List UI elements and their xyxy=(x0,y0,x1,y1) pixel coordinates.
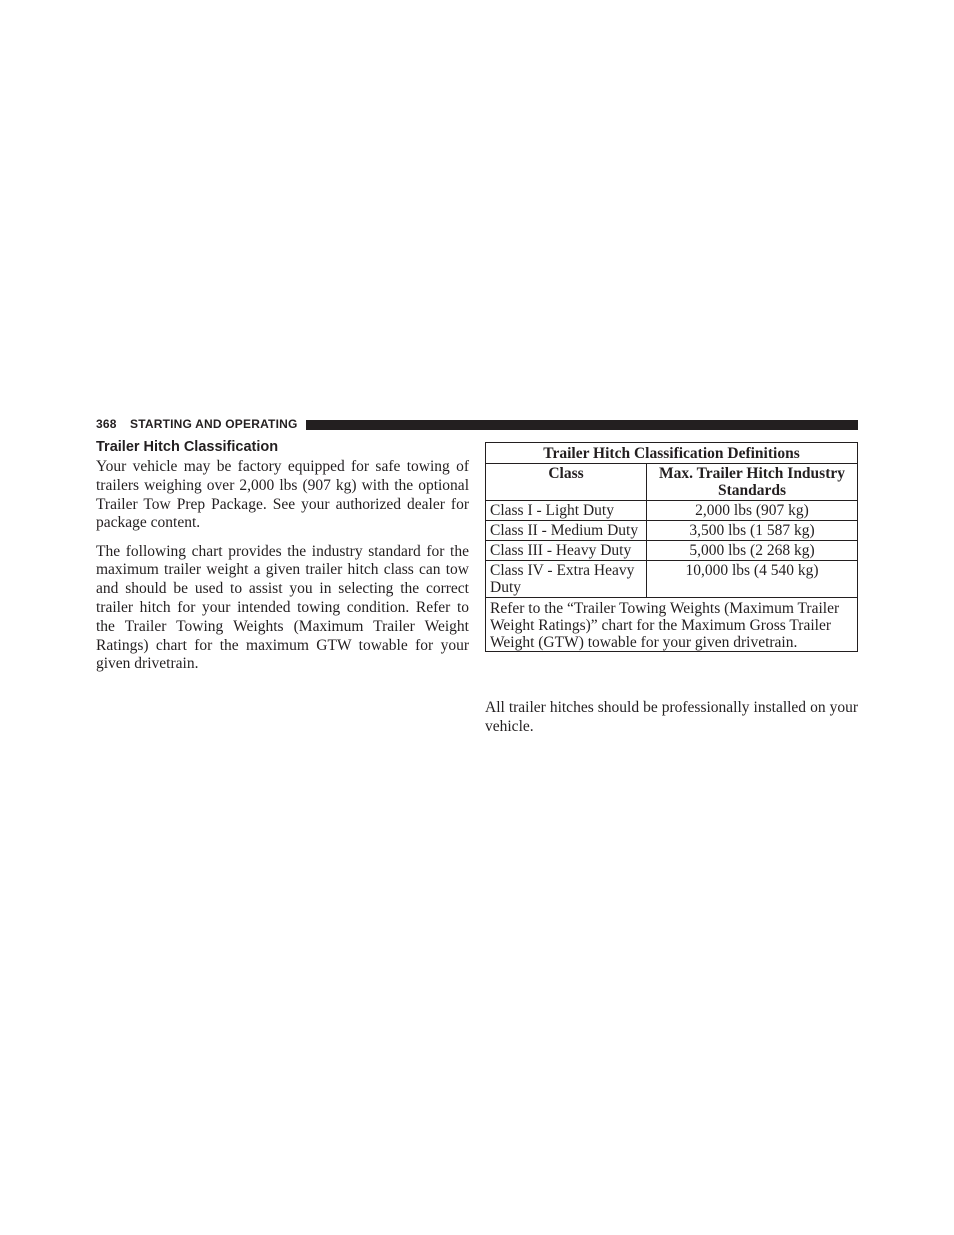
class-cell: Class I - Light Duty xyxy=(486,501,647,521)
left-column xyxy=(96,458,469,684)
class-cell: Class II - Medium Duty xyxy=(486,521,647,541)
table-row xyxy=(486,561,858,598)
column-header-class: Class xyxy=(486,464,647,501)
section-heading: Trailer Hitch Classification xyxy=(96,439,279,455)
table-header-row xyxy=(486,464,858,501)
hitch-classification-table xyxy=(485,442,858,652)
class-cell: Class IV - Extra Heavy Duty xyxy=(486,561,647,598)
table-row xyxy=(486,521,858,541)
installation-note: All trailer hitches should be professionally installed on your vehicle. xyxy=(485,699,858,735)
table-caption-row xyxy=(486,443,858,464)
chart-explanation-paragraph: The following chart provides the industry standard for the maximum trailer weight a given trailer hitch class can tow and should be used to assist you in selecting the correct trailer hitch for your intended towing condition. Refer to the Trailer Towing Weights (Maximum Trailer Weight Ratings) chart for the maximum GTW towable for your given drivetrain. xyxy=(96,542,469,673)
table-note: Refer to the “Trailer Towing Weights (Maximum Trailer Weight Ratings)” chart for the Maximum Gross Trailer Weight (GTW) towable for your given drivetrain. xyxy=(486,598,858,652)
weight-cell: 3,500 lbs (1 587 kg) xyxy=(647,521,858,541)
page-number: 368 xyxy=(96,417,117,431)
table-row xyxy=(486,541,858,561)
table-row xyxy=(486,501,858,521)
class-cell: Class III - Heavy Duty xyxy=(486,541,647,561)
intro-paragraph: Your vehicle may be factory equipped for safe towing of trailers weighing over 2,000 lbs (907 kg) with the optional Trailer Tow Prep Package. See your authorized dealer for package content. xyxy=(96,458,469,532)
header-rule xyxy=(306,420,858,430)
table-note-row xyxy=(486,598,858,652)
weight-cell: 10,000 lbs (4 540 kg) xyxy=(647,561,858,598)
page-header xyxy=(96,417,858,431)
column-header-standards: Max. Trailer Hitch Industry Standards xyxy=(647,464,858,501)
weight-cell: 2,000 lbs (907 kg) xyxy=(647,501,858,521)
weight-cell: 5,000 lbs (2 268 kg) xyxy=(647,541,858,561)
table-title: Trailer Hitch Classification Definitions xyxy=(486,443,858,464)
section-title: STARTING AND OPERATING xyxy=(130,417,298,431)
